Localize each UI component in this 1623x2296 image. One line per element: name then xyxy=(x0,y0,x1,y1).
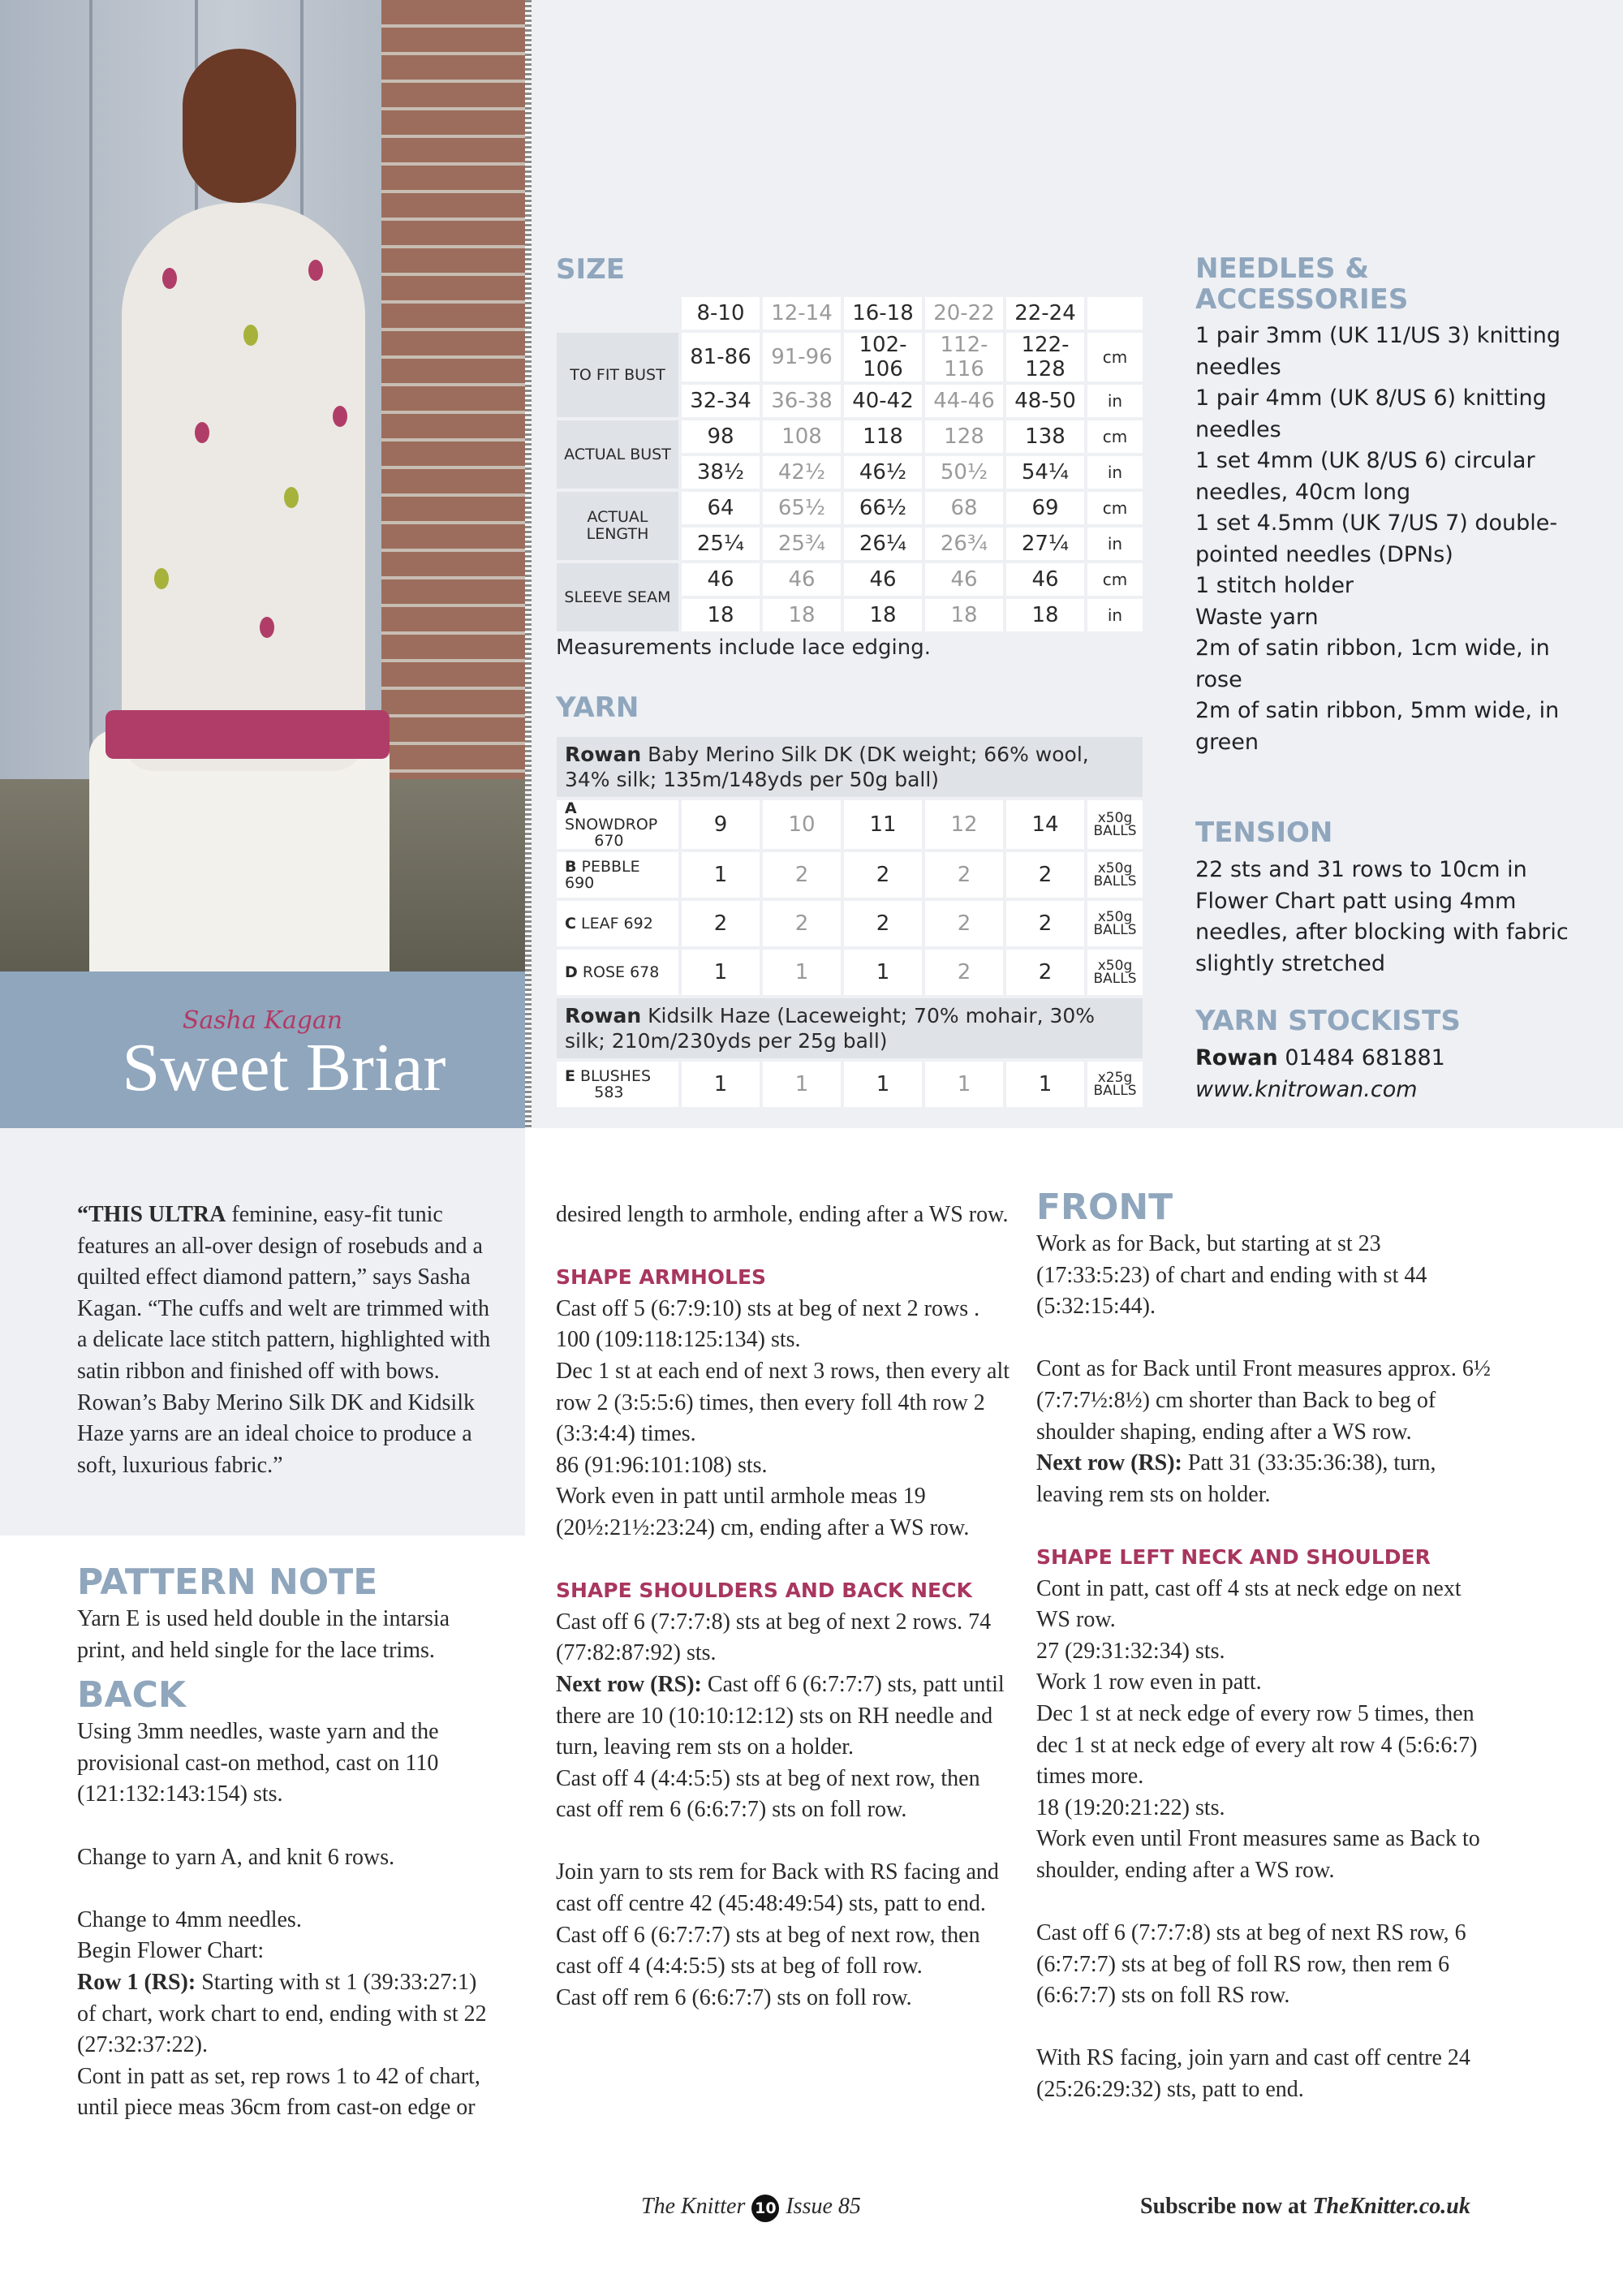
footer-magazine xyxy=(641,2194,861,2222)
size-cell: 112-116 xyxy=(925,333,1003,381)
size-cell: 54¼ xyxy=(1006,456,1084,489)
size-cell: 26¾ xyxy=(925,528,1003,560)
yarn-unit: x25g BALLS xyxy=(1087,1062,1143,1107)
yarn-quantity: 1 xyxy=(763,950,841,995)
size-cell: 38½ xyxy=(682,456,760,489)
back-heading: BACK xyxy=(77,1674,186,1717)
intro-lead: “THIS ULTRA xyxy=(77,1202,226,1227)
size-cell: 42½ xyxy=(763,456,841,489)
yarn-row xyxy=(557,1062,1143,1107)
front-para: Cont as for Back until Front measures approx. 6½ (7:7:7½:8½) cm shorter than Back to beg of shoulder shaping, ending after a WS row. xyxy=(1036,1356,1491,1445)
intro-text xyxy=(77,1200,499,1481)
yarn-unit: x50g BALLS xyxy=(1087,950,1143,995)
yarn-quantity: 2 xyxy=(925,901,1003,946)
armhole-para: Work even in patt until armhole meas 19 (20½:21½:23:24) cm, ending after a WS row. xyxy=(556,1484,970,1540)
size-unit: cm xyxy=(1087,492,1143,524)
yarn-brand: Rowan xyxy=(565,1004,642,1027)
tension-text: 22 sts and 31 rows to 10cm in Flower Chart patt using 4mm needles, after blocking with fabric slightly stretched xyxy=(1195,857,1569,976)
yarn-details: Kidsilk Haze (Laceweight; 70% mohair, 30% silk; 210m/230yds per 25g ball) xyxy=(565,1004,1096,1053)
yarn-table xyxy=(553,734,1146,1110)
size-row xyxy=(557,420,1143,453)
issue-number: Issue 85 xyxy=(786,2194,861,2219)
back-para: Starting with st 1 (39:33:27:1) of chart, work chart to end, ending with st 22 (27:32:37:22). xyxy=(77,1969,487,2058)
neck-para: 18 (19:20:21:22) sts. xyxy=(1036,1794,1225,1820)
yarn-quantity: 12 xyxy=(925,800,1003,849)
size-cell: 46 xyxy=(682,563,760,596)
needle-item: Waste yarn xyxy=(1195,604,1319,630)
yarn-quantity: 14 xyxy=(1006,800,1084,849)
neck-para: Dec 1 st at neck edge of every row 5 times, then dec 1 st at neck edge of every alt row 4 (5:6:6:7) times more. xyxy=(1036,1700,1478,1790)
size-cell: 48-50 xyxy=(1006,385,1084,417)
row-label: Next row (RS): xyxy=(1036,1450,1182,1476)
size-cell: 81-86 xyxy=(682,333,760,381)
size-unit xyxy=(1087,297,1143,330)
size-cell: 16-18 xyxy=(844,297,922,330)
needles-heading-line2: ACCESSORIES xyxy=(1195,283,1409,316)
needle-item: 1 pair 4mm (UK 8/US 6) knitting needles xyxy=(1195,386,1547,442)
pattern-title: Sweet Briar xyxy=(122,1030,446,1105)
shoulder-para: Cast off 6 (7:7:7:8) sts at beg of next 2 rows. 74 (77:82:87:92) sts. xyxy=(556,1609,992,1666)
size-cell: 36-38 xyxy=(763,385,841,417)
size-cell: 68 xyxy=(925,492,1003,524)
needle-item: 1 set 4mm (UK 8/US 6) circular needles, 40cm long xyxy=(1195,448,1535,505)
size-cell: 128 xyxy=(925,420,1003,453)
yarn-shade-label: D ROSE 678 xyxy=(557,950,678,995)
size-row xyxy=(557,563,1143,596)
neck-para: Cast off 6 (7:7:7:8) sts at beg of next RS row, 6 (6:7:7:7) sts at beg of foll RS row, then rem 6 (6:6:7:7) sts on foll RS row. xyxy=(1036,1920,1466,2009)
size-cell: 25¾ xyxy=(763,528,841,560)
back-para: desired length to armhole, ending after a WS row. xyxy=(556,1202,1009,1227)
shape-shoulders-heading: SHAPE SHOULDERS AND BACK NECK xyxy=(556,1579,972,1603)
size-cell: 69 xyxy=(1006,492,1084,524)
yarn-brand: Rowan xyxy=(565,743,642,766)
yarn-letter: C xyxy=(565,915,576,933)
size-cell: 44-46 xyxy=(925,385,1003,417)
size-unit: in xyxy=(1087,528,1143,560)
intro-body: feminine, easy-fit tunic features an all-over design of rosebuds and a quilted effect diamond pattern,” says Sasha Kagan. “The cuffs and welt are trimmed with a delicate lace stitch pattern, highlighted with satin ribbon and finished off with bows. Rowan’s Baby Merino Silk DK and Kidsilk Haze yarns are an ideal choice to produce a soft, luxurious fabric.” xyxy=(77,1202,491,1478)
stockist-phone: 01484 681881 xyxy=(1277,1045,1445,1070)
size-cell: 66½ xyxy=(844,492,922,524)
shoulder-para: Cast off 6 (6:7:7:7) sts, patt until there are 10 (10:10:12:12) sts on RH needle and turn, leaving rem sts on a holder. xyxy=(556,1671,1005,1760)
yarn-row xyxy=(557,901,1143,946)
magazine-name: The Knitter xyxy=(641,2194,746,2219)
needles-list xyxy=(1195,321,1569,758)
needle-item: 2m of satin ribbon, 5mm wide, in green xyxy=(1195,698,1560,755)
size-unit: cm xyxy=(1087,333,1143,381)
size-unit: cm xyxy=(1087,420,1143,453)
yarn-row xyxy=(557,800,1143,849)
yarn-header-row xyxy=(557,737,1143,797)
size-unit: in xyxy=(1087,599,1143,631)
size-unit: in xyxy=(1087,456,1143,489)
designer-name: Sasha Kagan xyxy=(182,1006,343,1035)
size-cell: 46 xyxy=(1006,563,1084,596)
size-cell: 102-106 xyxy=(844,333,922,381)
back-para: Change to 4mm needles. xyxy=(77,1906,302,1932)
size-heading: SIZE xyxy=(556,253,626,286)
subscribe-prefix: Subscribe now at xyxy=(1140,2194,1313,2219)
yarn-quantity: 2 xyxy=(844,901,922,946)
yarn-quantity: 1 xyxy=(763,1062,841,1107)
page-number: 10 xyxy=(751,2195,779,2222)
yarn-letter: A xyxy=(565,799,577,817)
yarn-shade-label: C LEAF 692 xyxy=(557,901,678,946)
yarn-quantity: 11 xyxy=(844,800,922,849)
leaf-motif xyxy=(154,568,169,589)
subscribe-site[interactable]: TheKnitter.co.uk xyxy=(1312,2194,1470,2219)
rosebud-motif xyxy=(260,617,274,638)
rosebud-motif xyxy=(333,406,347,427)
tension-heading: TENSION xyxy=(1195,816,1333,849)
shape-armholes-heading: SHAPE ARMHOLES xyxy=(556,1265,767,1290)
size-unit: in xyxy=(1087,385,1143,417)
back-para: Change to yarn A, and knit 6 rows. xyxy=(77,1844,395,1870)
yarn-quantity: 2 xyxy=(925,852,1003,898)
stockist-brand: Rowan xyxy=(1195,1045,1278,1070)
rosebud-motif xyxy=(308,260,323,281)
size-cell: 32-34 xyxy=(682,385,760,417)
row-label: Next row (RS): xyxy=(556,1671,702,1697)
yarn-details: Baby Merino Silk DK (DK weight; 66% wool, 34% silk; 135m/148yds per 50g ball) xyxy=(565,743,1089,791)
yarn-quantity: 2 xyxy=(763,852,841,898)
yarn-unit: x50g BALLS xyxy=(1087,901,1143,946)
neck-para: Cont in patt, cast off 4 sts at neck edge on next WS row. xyxy=(1036,1575,1462,1633)
size-row-label: ACTUAL LENGTH xyxy=(557,492,678,560)
needles-heading-line1: NEEDLES & xyxy=(1195,252,1369,285)
yarn-letter: E xyxy=(565,1067,575,1085)
neck-para: 27 (29:31:32:34) sts. xyxy=(1036,1638,1225,1664)
leaf-motif xyxy=(284,487,299,508)
yarn-description xyxy=(557,737,1143,797)
armhole-para: Cast off 5 (6:7:9:10) sts at beg of next 2 rows . 100 (109:118:125:134) sts. xyxy=(556,1295,980,1353)
stockists-info xyxy=(1195,1043,1569,1105)
leaf-motif xyxy=(243,325,258,346)
back-para: Begin Flower Chart: xyxy=(77,1938,265,1964)
size-row-label: TO FIT BUST xyxy=(557,333,678,417)
rosebud-motif xyxy=(162,268,177,289)
yarn-letter: D xyxy=(565,963,578,981)
size-cell: 122-128 xyxy=(1006,333,1084,381)
size-table xyxy=(553,294,1146,635)
size-cell: 46 xyxy=(763,563,841,596)
neck-para: Work even until Front measures same as Back to shoulder, ending after a WS row. xyxy=(1036,1826,1480,1883)
shoulder-para: Cast off 4 (4:4:5:5) sts at beg of next row, then cast off rem 6 (6:6:7:7) sts on foll row. xyxy=(556,1765,980,1823)
size-cell: 65½ xyxy=(763,492,841,524)
armhole-para: Dec 1 st at each end of next 3 rows, then every alt row 2 (3:5:5:6) times, then every foll 4th row 2 (3:3:4:4) times. xyxy=(556,1358,1010,1447)
needle-item: 2m of satin ribbon, 1cm wide, in rose xyxy=(1195,635,1550,692)
yarn-quantity: 2 xyxy=(763,901,841,946)
size-row-label: ACTUAL BUST xyxy=(557,420,678,489)
model-head xyxy=(183,49,296,203)
cardigan xyxy=(122,203,365,771)
size-row-label: SLEEVE SEAM xyxy=(557,563,678,631)
front-para: Work as for Back, but starting at st 23 (17:33:5:23) of chart and ending with st 44 (5:32:15:44). xyxy=(1036,1231,1427,1320)
yarn-quantity: 2 xyxy=(1006,950,1084,995)
yarn-unit: x50g BALLS xyxy=(1087,800,1143,849)
size-cell: 50½ xyxy=(925,456,1003,489)
yarn-quantity: 10 xyxy=(763,800,841,849)
column-3 xyxy=(1036,1187,1491,2106)
neck-para: With RS facing, join yarn and cast off centre 24 (25:26:29:32) sts, patt to end. xyxy=(1036,2045,1470,2103)
pattern-note-heading: PATTERN NOTE xyxy=(77,1562,378,1603)
brick-wall xyxy=(381,0,525,812)
size-cell: 22-24 xyxy=(1006,297,1084,330)
size-cell: 46 xyxy=(844,563,922,596)
stockists-heading: YARN STOCKISTS xyxy=(1195,1005,1461,1037)
size-cell: 12-14 xyxy=(763,297,841,330)
yarn-row xyxy=(557,950,1143,995)
column-2 xyxy=(556,1200,1010,2014)
size-cell: 25¼ xyxy=(682,528,760,560)
yarn-shade-label: E BLUSHES 583 xyxy=(557,1062,678,1107)
needles-heading xyxy=(1195,253,1408,315)
size-cell: 27¼ xyxy=(1006,528,1084,560)
yarn-shade-label: B PEBBLE 690 xyxy=(557,852,678,898)
size-row xyxy=(557,333,1143,381)
yarn-row xyxy=(557,852,1143,898)
yarn-quantity: 1 xyxy=(682,950,760,995)
size-cell: 118 xyxy=(844,420,922,453)
yarn-quantity: 2 xyxy=(682,901,760,946)
yarn-header-row xyxy=(557,998,1143,1058)
size-cell: 46½ xyxy=(844,456,922,489)
front-heading: FRONT xyxy=(1036,1187,1173,1228)
yarn-quantity: 2 xyxy=(844,852,922,898)
rosebud-motif xyxy=(195,422,209,443)
size-cell: 8-10 xyxy=(682,297,760,330)
size-cell: 46 xyxy=(925,563,1003,596)
row-label: Row 1 (RS): xyxy=(77,1969,196,1995)
size-cell: 18 xyxy=(763,599,841,631)
shoulder-para: Join yarn to sts rem for Back with RS facing and cast off centre 42 (45:48:49:54) sts, patt to end. xyxy=(556,1859,999,1917)
neck-para: Work 1 row even in patt. xyxy=(1036,1669,1262,1695)
yarn-quantity: 2 xyxy=(925,950,1003,995)
yarn-shade-label: A SNOWDROP 670 xyxy=(557,800,678,849)
yarn-quantity: 1 xyxy=(844,950,922,995)
yarn-quantity: 1 xyxy=(925,1062,1003,1107)
pattern-note-text: Yarn E is used held double in the intarsia print, and held single for the lace trims. xyxy=(77,1606,450,1663)
title-box xyxy=(0,971,525,1128)
yarn-quantity: 1 xyxy=(682,1062,760,1107)
front-para: Patt 31 (33:35:36:38), turn, leaving rem sts on holder. xyxy=(1036,1450,1436,1507)
column-1 xyxy=(77,1562,499,2124)
size-cell: 18 xyxy=(925,599,1003,631)
size-cell: 26¼ xyxy=(844,528,922,560)
back-para: Cont in patt as set, rep rows 1 to 42 of chart, until piece meas 36cm from cast-on edge or xyxy=(77,2063,480,2121)
needle-item: 1 stitch holder xyxy=(1195,573,1354,598)
yarn-quantity: 9 xyxy=(682,800,760,849)
size-cell: 18 xyxy=(844,599,922,631)
size-cell: 18 xyxy=(682,599,760,631)
size-cell: 98 xyxy=(682,420,760,453)
yarn-description xyxy=(557,998,1143,1058)
yarn-quantity: 1 xyxy=(682,852,760,898)
size-corner xyxy=(557,297,678,330)
lace-welt xyxy=(105,710,390,759)
size-cell: 40-42 xyxy=(844,385,922,417)
yarn-quantity: 2 xyxy=(1006,852,1084,898)
yarn-unit: x50g BALLS xyxy=(1087,852,1143,898)
yarn-quantity: 1 xyxy=(1006,1062,1084,1107)
yarn-heading: YARN xyxy=(556,691,639,724)
size-cell: 20-22 xyxy=(925,297,1003,330)
door-plank xyxy=(89,0,93,795)
needle-item: 1 set 4.5mm (UK 7/US 7) double-pointed needles (DPNs) xyxy=(1195,510,1558,567)
needle-item: 1 pair 3mm (UK 11/US 3) knitting needles xyxy=(1195,323,1561,380)
size-cell: 108 xyxy=(763,420,841,453)
armhole-para: 86 (91:96:101:108) sts. xyxy=(556,1452,768,1478)
size-cell: 64 xyxy=(682,492,760,524)
size-cell: 18 xyxy=(1006,599,1084,631)
yarn-quantity: 2 xyxy=(1006,901,1084,946)
yarn-letter: B xyxy=(565,858,577,876)
yarn-quantity: 1 xyxy=(844,1062,922,1107)
size-cell: 138 xyxy=(1006,420,1084,453)
size-unit: cm xyxy=(1087,563,1143,596)
shoulder-para: Cast off rem 6 (6:6:7:7) sts on foll row. xyxy=(556,1984,912,2010)
back-para: Using 3mm needles, waste yarn and the provisional cast-on method, cast on 110 (121:132:143:154) sts. xyxy=(77,1719,439,1807)
stockist-url[interactable]: www.knitrowan.com xyxy=(1195,1076,1418,1102)
size-row xyxy=(557,492,1143,524)
shoulder-para: Cast off 6 (6:7:7:7) sts at beg of next row, then cast off 4 (4:4:5:5) sts at beg of foll row. xyxy=(556,1922,980,1979)
shape-left-neck-heading: SHAPE LEFT NECK AND SHOULDER xyxy=(1036,1544,1431,1569)
stitched-edge-divider xyxy=(525,0,532,1128)
measurements-note: Measurements include lace edging. xyxy=(556,635,931,660)
size-cell: 91-96 xyxy=(763,333,841,381)
footer-subscribe xyxy=(1140,2194,1470,2220)
model-photo xyxy=(0,0,525,971)
size-row xyxy=(557,297,1143,330)
